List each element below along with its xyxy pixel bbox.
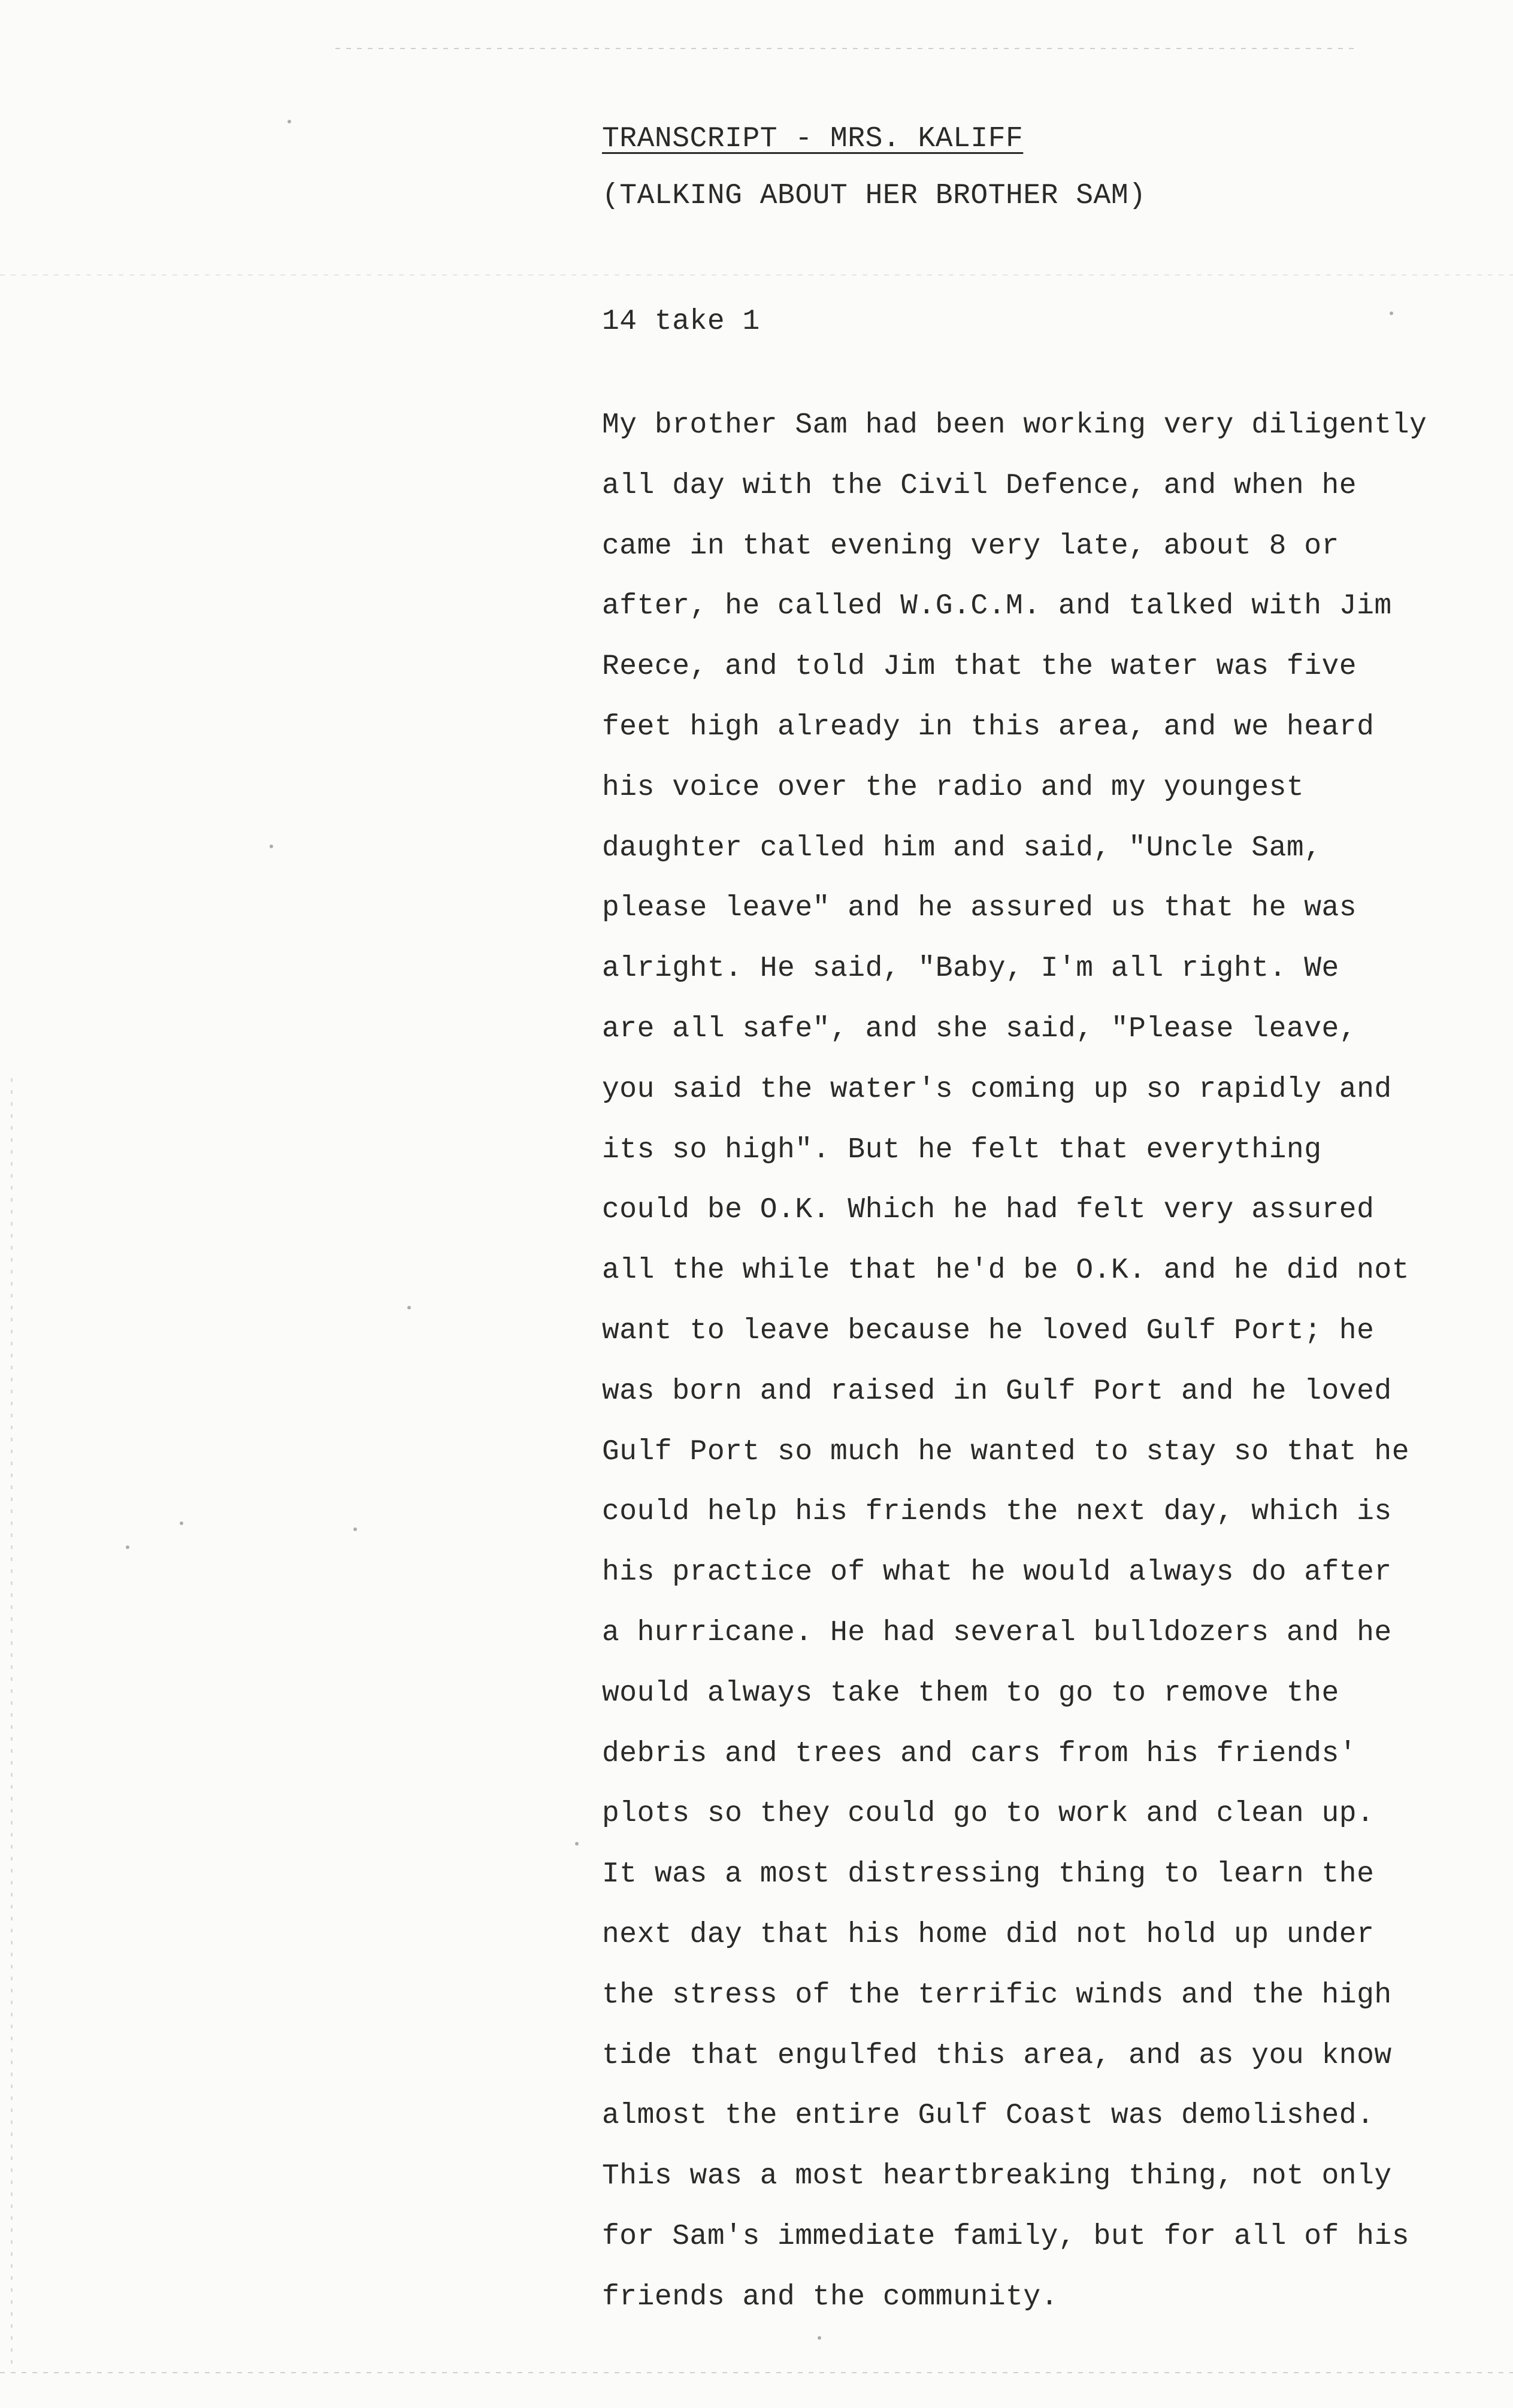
transcript-line: could help his friends the next day, which is [602,1496,1392,1529]
transcript-line: want to leave because he loved Gulf Port; he [602,1314,1375,1347]
speck [575,1842,579,1846]
transcript-line: his practice of what he would always do after [602,1556,1392,1589]
transcript-line: plots so they could go to work and clean up. [602,1798,1375,1831]
transcript-line: daughter called him and said, "Uncle Sam, [602,831,1322,864]
transcript-line: could be O.K. Which he had felt very assured [602,1194,1375,1227]
transcript-line: came in that evening very late, about 8 or [602,530,1339,562]
scan-artifact-left-edge [11,1078,13,2366]
transcript-line: This was a most heartbreaking thing, not only [602,2160,1392,2193]
transcript-line: all the while that he'd be O.K. and he did not [602,1254,1410,1287]
speck [407,1306,411,1309]
transcript-line: friends and the community. [602,2280,1058,2313]
transcript-line: was born and raised in Gulf Port and he loved [602,1375,1392,1408]
transcript-line: a hurricane. He had several bulldozers and he [602,1616,1392,1649]
speck [353,1527,357,1531]
transcript-line: feet high already in this area, and we heard [602,710,1375,743]
speck [126,1545,129,1549]
speck [270,845,273,848]
transcript-line: would always take them to go to remove the [602,1677,1339,1710]
transcript-line: after, he called W.G.C.M. and talked with Jim [602,590,1392,623]
transcript-line: you said the water's coming up so rapidly and [602,1073,1392,1106]
transcript-line: his voice over the radio and my youngest [602,771,1305,804]
transcript-line: Gulf Port so much he wanted to stay so that he [602,1435,1410,1468]
transcript-line: almost the entire Gulf Coast was demolished. [602,2100,1375,2132]
transcript-line: for Sam's immediate family, but for all of his [602,2220,1410,2253]
transcript-line: alright. He said, "Baby, I'm all right. We [602,952,1339,985]
transcript-line: debris and trees and cars from his friends' [602,1737,1357,1770]
transcript-line: Reece, and told Jim that the water was five [602,651,1357,683]
scan-artifact-top [335,48,1354,49]
take-label: 14 take 1 [602,305,760,338]
speck [818,2336,821,2340]
transcript-line: It was a most distressing thing to learn the [602,1858,1375,1891]
transcript-line: tide that engulfed this area, and as you know [602,2039,1392,2072]
document-subtitle: (TALKING ABOUT HER BROTHER SAM) [602,180,1146,212]
transcript-line: are all safe", and she said, "Please leave, [602,1012,1357,1045]
transcript-line: its so high". But he felt that everything [602,1133,1322,1166]
scan-artifact-bottom [0,2372,1513,2373]
speck [180,1521,183,1525]
scan-artifact-mid [0,274,1513,276]
transcript-body [602,395,1488,2328]
transcript-line: next day that his home did not hold up under [602,1918,1375,1951]
document-title: TRANSCRIPT - MRS. KALIFF [602,123,1024,155]
transcript-line: all day with the Civil Defence, and when he [602,469,1357,502]
transcript-line: the stress of the terrific winds and the high [602,1979,1392,2011]
speck [288,120,291,123]
transcript-line: please leave" and he assured us that he was [602,892,1357,925]
transcript-line: My brother Sam had been working very diligently [602,409,1427,441]
